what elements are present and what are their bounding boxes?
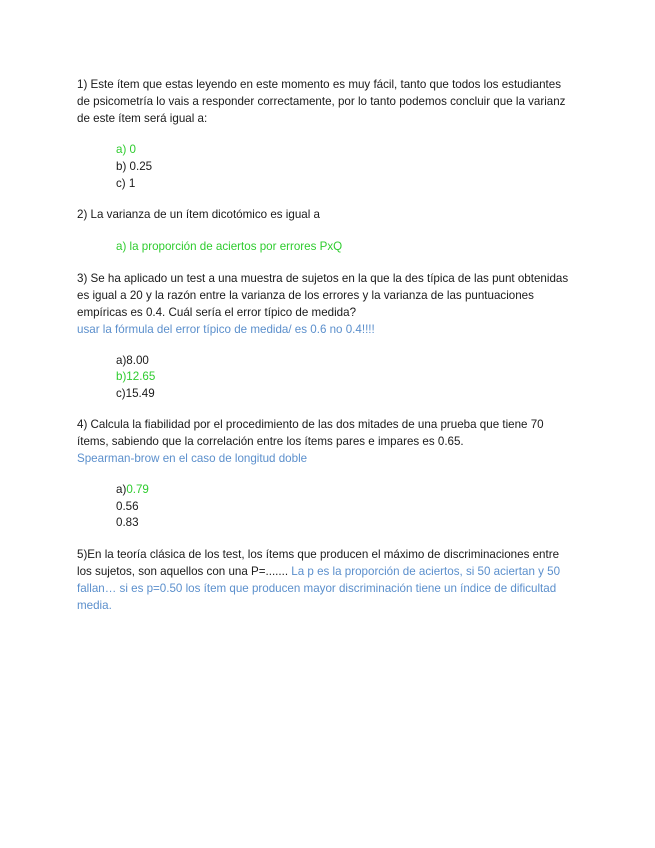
question-1-line-1: 1) Este ítem que estas leyendo en este momento es muy fácil, tanto que todos los estudiantes <box>77 78 561 91</box>
question-4-option-a-prefix: a) <box>116 483 127 496</box>
question-3-option-b: b)12.65 <box>116 370 156 383</box>
question-4-option-b: 0.56 <box>116 500 139 513</box>
question-4-option-c: 0.83 <box>116 516 139 529</box>
question-1-option-b: b) 0.25 <box>116 160 153 173</box>
question-2 <box>77 206 582 223</box>
question-3-line-2: es igual a 20 y la razón entre la varianza de los errores y la varianza de las puntuaciones <box>77 289 534 302</box>
question-3-option-c: c)15.49 <box>116 387 155 400</box>
question-5-note-line-2: media. <box>77 599 112 612</box>
question-5-line-1: 5)En la teoría clásica de los test, los ítems que producen el máximo de discriminaciones entre <box>77 548 560 561</box>
question-4-option-a <box>116 481 149 498</box>
question-4-note: Spearman-brow en el caso de longitud doble <box>77 452 308 465</box>
question-1-line-2: de psicometría lo vais a responder correctamente, por lo tanto podemos concluir que la varianz <box>77 95 566 108</box>
question-3-line-1: 3) Se ha aplicado un test a una muestra de sujetos en la que la des típica de las punt obtenidas <box>77 272 569 285</box>
question-3-option-a: a)8.00 <box>116 354 149 367</box>
question-5 <box>77 546 582 614</box>
question-1-option-a: a) 0 <box>116 143 136 156</box>
question-3 <box>77 270 582 338</box>
question-4 <box>77 416 582 467</box>
question-1-option-c: c) 1 <box>116 177 136 190</box>
question-1-line-3: de este ítem será igual a: <box>77 112 208 125</box>
question-5-line-2 <box>77 563 582 580</box>
question-2-option-a: a) la proporción de aciertos por errores PxQ <box>116 240 343 253</box>
question-4-line-1: 4) Calcula la fiabilidad por el procedimiento de las dos mitades de una prueba que tiene 70 <box>77 418 544 431</box>
question-1 <box>77 76 582 127</box>
question-5-line-2-text: los sujetos, son aquellos con una P=....... <box>77 565 289 578</box>
question-5-line-2-note: La p es la proporción de aciertos, si 50 aciertan y 50 <box>288 565 561 578</box>
question-3-note: usar la fórmula del error típico de medida/ es 0.6 no 0.4!!!! <box>77 323 375 336</box>
question-5-note-line-1: fallan… si es p=0.50 los ítem que producen mayor discriminación tiene un índice de dificultad <box>77 582 557 595</box>
question-4-option-a-value: 0.79 <box>126 483 149 496</box>
question-4-line-2: ítems, sabiendo que la correlación entre los ítems pares e impares es 0.65. <box>77 435 464 448</box>
question-2-line-1: 2) La varianza de un ítem dicotómico es igual a <box>77 208 320 221</box>
question-3-line-3: empíricas es 0.4. Cuál sería el error típico de medida? <box>77 306 357 319</box>
